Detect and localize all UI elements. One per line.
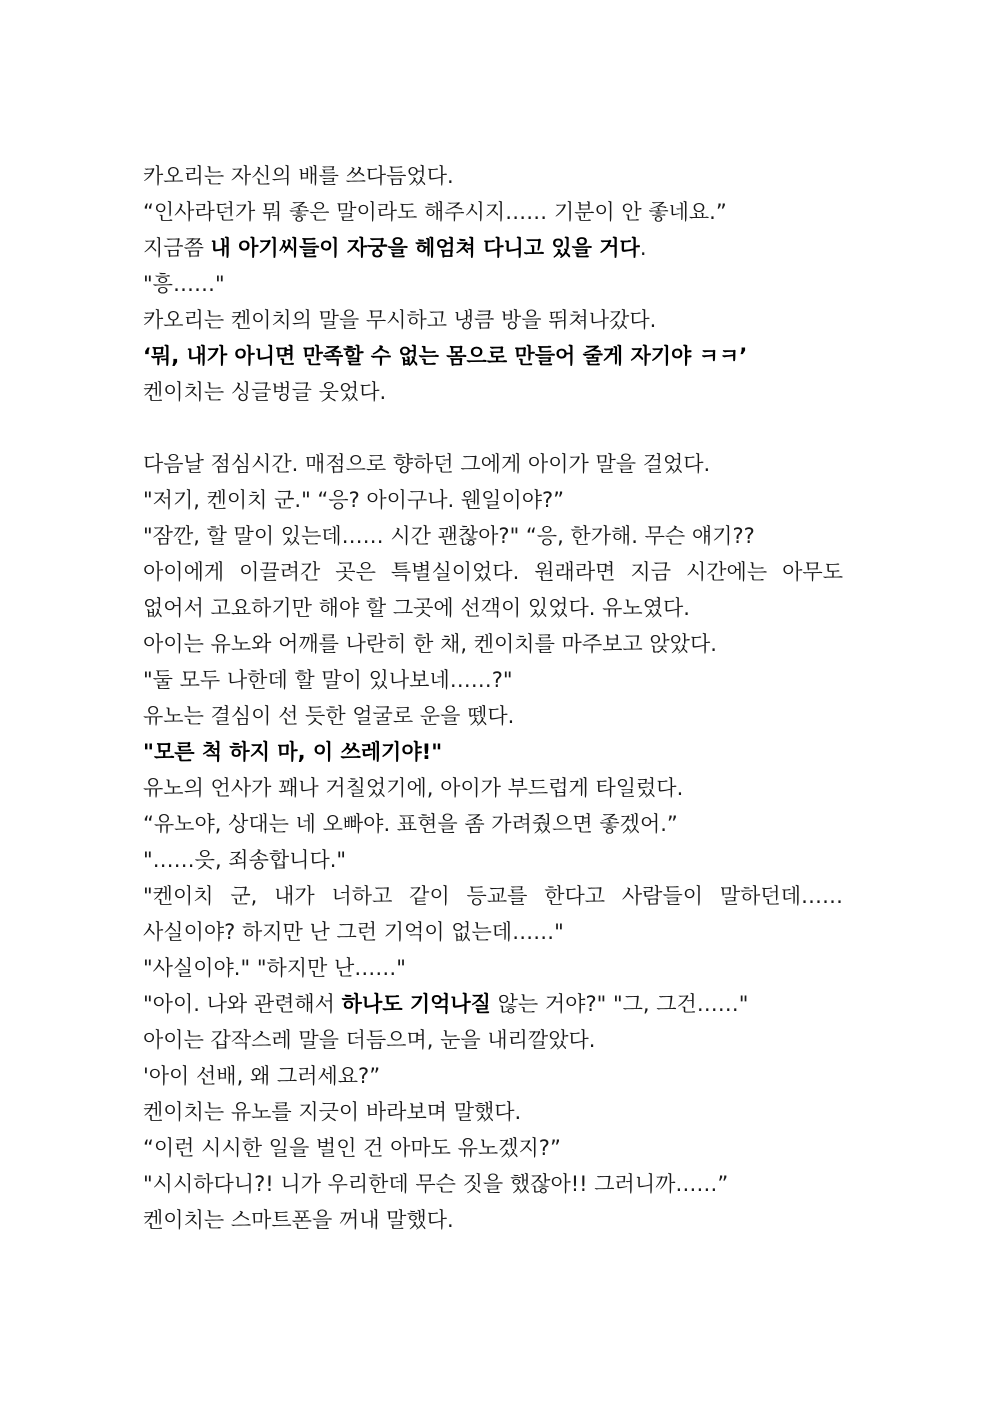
text-line: “이런 시시한 일을 벌인 건 아마도 유노겠지?” <box>143 1136 561 1160</box>
text-line: "……읏, 죄송합니다." <box>143 848 347 872</box>
text-line <box>143 230 843 266</box>
text-run: 지금쯤 <box>143 236 211 260</box>
text-line: 유노의 언사가 꽤나 거칠었기에, 아이가 부드럽게 타일렀다. <box>143 776 684 800</box>
text-line: “유노야, 상대는 네 오빠야. 표현을 좀 가려줬으면 좋겠어.” <box>143 812 678 836</box>
text-line: 아이는 유노와 어깨를 나란히 한 채, 켄이치를 마주보고 앉았다. <box>143 632 717 656</box>
text-line: 아이에게 이끌려간 곳은 특별실이었다. 원래라면 지금 시간에는 아무도 <box>143 560 843 584</box>
text-line: "흥……" <box>143 272 225 296</box>
text-line: 카오리는 자신의 배를 쓰다듬었다. <box>143 164 454 188</box>
bold-text-line: "모른 척 하지 마, 이 쓰레기야!" <box>143 740 443 764</box>
text-line: 사실이야? 하지만 난 그런 기억이 없는데……" <box>143 920 564 944</box>
text-line: 켄이치는 유노를 지긋이 바라보며 말했다. <box>143 1100 522 1124</box>
text-line: '아이 선배, 왜 그러세요?” <box>143 1064 381 1088</box>
text-line: "켄이치 군, 내가 너하고 같이 등교를 한다고 사람들이 말하던데…… <box>143 884 843 908</box>
blank-line <box>143 410 843 446</box>
text-run: . <box>639 236 647 260</box>
body-text <box>143 158 843 1238</box>
text-line: 유노는 결심이 선 듯한 얼굴로 운을 뗐다. <box>143 704 515 728</box>
text-line: "시시하다니?! 니가 우리한데 무슨 짓을 했잖아!! 그러니까……” <box>143 1172 729 1196</box>
text-line: 다음날 점심시간. 매점으로 향하던 그에게 아이가 말을 걸었다. <box>143 452 711 476</box>
text-line: "잠깐, 할 말이 있는데…… 시간 괜찮아?" “응, 한가해. 무슨 얘기?? <box>143 524 755 548</box>
text-line: "저기, 켄이치 군." “응? 아이구나. 웬일이야?” <box>143 488 565 512</box>
bold-text-run: 하나도 기억나질 <box>341 992 491 1016</box>
text-line: “인사라던가 뭐 좋은 말이라도 해주시지…… 기분이 안 좋네요.” <box>143 200 727 224</box>
text-line: "둘 모두 나한데 할 말이 있나보네……?" <box>143 668 513 692</box>
text-line <box>143 986 843 1022</box>
text-line: 카오리는 켄이치의 말을 무시하고 냉큼 방을 뛰쳐나갔다. <box>143 308 657 332</box>
text-run: 않는 거야?" "그, 그건……" <box>490 992 749 1016</box>
text-line: "사실이야." "하지만 난……" <box>143 956 406 980</box>
text-line: 켄이치는 싱글벙글 웃었다. <box>143 380 387 404</box>
bold-text-run: 내 아기씨들이 자궁을 헤엄쳐 다니고 있을 거다 <box>210 236 640 260</box>
text-run: "아이. 나와 관련해서 <box>143 992 342 1016</box>
text-line: 없어서 고요하기만 해야 할 그곳에 선객이 있었다. 유노였다. <box>143 596 690 620</box>
text-line: 켄이치는 스마트폰을 꺼내 말했다. <box>143 1208 454 1232</box>
text-line: 아이는 갑작스레 말을 더듬으며, 눈을 내리깔았다. <box>143 1028 596 1052</box>
bold-text-line: ‘뭐, 내가 아니면 만족할 수 없는 몸으로 만들어 줄게 자기야 ㅋㅋ’ <box>143 344 748 368</box>
